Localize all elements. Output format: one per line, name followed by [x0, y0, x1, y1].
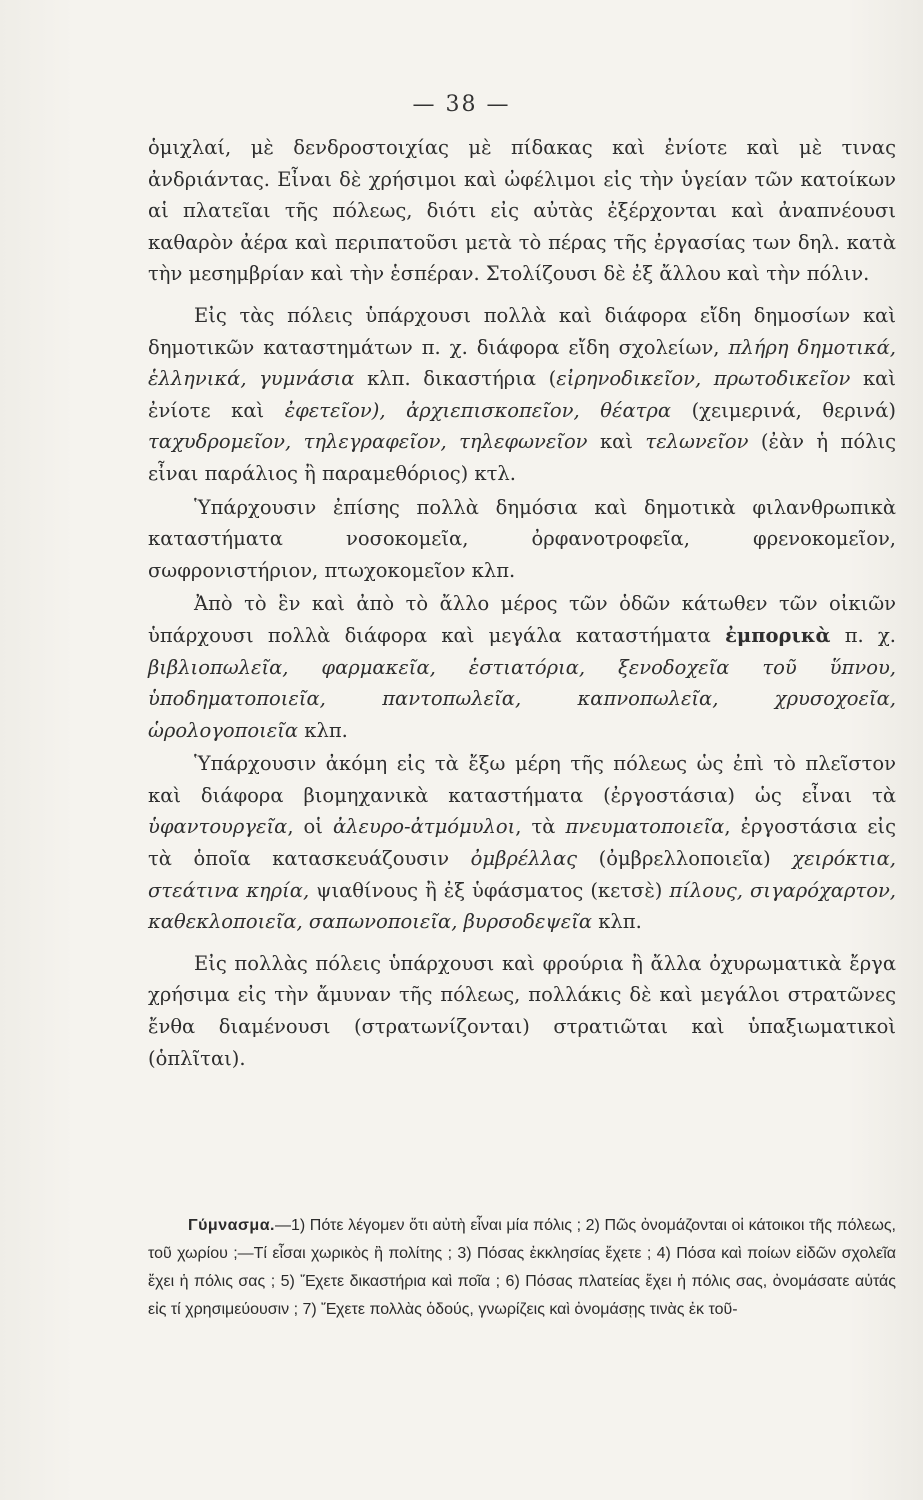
text-run: καὶ — [587, 430, 646, 454]
emphasis-run: ἀλευρο-ἀτμόμυλοι — [332, 815, 516, 839]
text-run: (χειμερινά, θερινά) — [671, 398, 896, 422]
emphasis-run: ἐφετεῖον), ἀρχιεπισκοπεῖον, θέατρα — [284, 398, 672, 422]
text-run: Ὑπάρχουσιν ἀκόμη εἰς τὰ ἔξω μέρη τῆς πόλεως ὡς ἐπὶ τὸ πλεῖστον καὶ διάφορα βιομηχανικὰ καταστήματα (ἐργοστάσια) ὡς εἶναι τὰ — [148, 752, 896, 807]
emphasis-run: ὑφαντουργεῖα — [148, 815, 288, 839]
emphasis-run: χειρόκτια, στεάτινα κηρία, — [148, 847, 896, 902]
emphasis-run: πίλους, σιγαρόχαρτον, καθεκλοποιεῖα, σαπωνοποιεῖα, βυρσοδεψεῖα — [148, 878, 896, 934]
paragraph-squares-continued — [148, 132, 896, 290]
emphasis-run: τελωνεῖον — [645, 430, 749, 454]
text-run: , οἱ — [287, 815, 333, 839]
emphasis-run: ταχυδρομεῖον, τηλεγραφεῖον, τηλεφωνεῖον — [148, 430, 588, 454]
text-run: κλπ. — [298, 718, 348, 742]
page-number: — 38 — — [412, 92, 511, 117]
paragraph-commercial-shops — [148, 588, 896, 746]
text-run: , ἐργοστάσια εἰς τὰ ὁποῖα κατασκευάζουσιν — [148, 815, 896, 871]
text-run: καὶ ἐνίοτε καὶ — [148, 367, 896, 422]
exercises-heading: Γύμνασμα. — [188, 1217, 275, 1234]
text-run: ψιαθίνους ἢ ἐξ ὑφάσματος (κετσὲ) — [309, 878, 670, 902]
main-text — [148, 132, 896, 1074]
emphasis-run: πνευματοποιεῖα — [565, 815, 725, 839]
emphasis-run: πλήρη δημοτικά, ἑλληνικά, γυμνάσια — [148, 335, 896, 391]
exercises-text: —1) Πότε λέγομεν ὅτι αὐτὴ εἶναι μία πόλις ; 2) Πῶς ὀνομάζονται οἱ κάτοικοι τῆς πόλεως, τοῦ χωρίου ;—Τί εἶσαι χωρικὸς ἢ πολίτης ; 3) Πόσας ἐκκλησίας ἔχετε ; 4) Πόσα καὶ ποίων εἰδῶν σχολεῖα ἔχει ἡ πόλις σας ; 5) Ἔχετε δικαστήρια καὶ ποῖα ; 6) Πόσας πλατείας ἔχει ἡ πόλις σας, ὀνομάσατε αὐτάς εἰς τί χρησιμεύουσιν ; 7) Ἔχετε πολλὰς ὁδούς, γνωρίζεις καὶ ὀνομάσῃς τινὰς ἐκ τοῦ- — [148, 1217, 896, 1318]
text-run: (ἐὰν ἡ πόλις εἶναι παράλιος ἢ παραμεθόριος) κτλ. — [148, 430, 897, 485]
text-run: (ὀμβρελλοποιεῖα) — [577, 847, 793, 871]
emphasis-run: ὀμβρέλλας — [470, 847, 578, 871]
text-run: Εἰς πολλὰς πόλεις ὑπάρχουσι καὶ φρούρια ἢ ἄλλα ὀχυρωματικὰ ἔργα χρήσιμα εἰς τὴν ἄμυναν τῆς πόλεως, πολλάκις δὲ καὶ μεγάλοι στρατῶνες ἔνθα διαμένουσι (στρατωνίζονται) στρατιῶται καὶ ὑπαξιωματικοὶ (ὁπλῖται). — [148, 951, 896, 1070]
paragraph-fortifications — [148, 948, 896, 1074]
spaced-emphasis-run: ἐμπορικὰ — [725, 623, 831, 647]
paragraph-charitable-institutions — [148, 492, 896, 587]
paragraph-industrial-factories — [148, 748, 896, 938]
emphasis-run: εἰρηνοδικεῖον, πρωτοδικεῖον — [556, 367, 851, 391]
text-run: ὁμιχλαί, μὲ δενδροστοιχίας μὲ πίδακας καὶ ἐνίοτε καὶ μὲ τινας ἀνδριάντας. Εἶναι δὲ χρήσιμοι καὶ ὠφέλιμοι εἰς τὴν ὑγείαν τῶν κατοίκων αἱ πλατεῖαι τῆς πόλεως, διότι εἰς αὐτὰς ἐξέρχονται καὶ ἀναπνέουσι καθαρὸν ἀέρα καὶ περιπατοῦσι μετὰ τὸ πέρας τῆς ἐργασίας των δηλ. κατὰ τὴν μεσημβρίαν καὶ τὴν ἑσπέραν. Στολίζουσι δὲ ἐξ ἄλλου καὶ τὴν πόλιν. — [148, 136, 896, 286]
text-run: κλπ. δικαστήρια ( — [354, 367, 557, 391]
text-run: Εἰς τὰς πόλεις ὑπάρχουσι πολλὰ καὶ διάφορα εἴδη δημοσίων καὶ δημοτικῶν καταστημάτων π. χ. διάφορα εἴδη σχολείων, — [148, 303, 896, 359]
emphasis-run: βιβλιοπωλεῖα, φαρμακεῖα, ἑστιατόρια, ξενοδοχεῖα τοῦ ὕπνου, ὑποδηματοποιεῖα, παντοπωλεῖα, καπνοπωλεῖα, χρυσοχοεῖα, ὡρολογοποιεῖα — [148, 655, 896, 742]
exercises-block — [148, 1212, 896, 1324]
text-run: Ἀπὸ τὸ ἓν καὶ ἀπὸ τὸ ἄλλο μέρος τῶν ὁδῶν κάτωθεν τῶν οἰκιῶν ὑπάρχουσι πολλὰ διάφορα καὶ μεγάλα καταστήματα — [148, 592, 896, 647]
exercises-paragraph — [148, 1212, 896, 1324]
paragraph-public-buildings — [148, 300, 896, 490]
text-run: , τὰ — [515, 815, 566, 839]
text-run: κλπ. — [592, 910, 642, 934]
text-run: π. χ. — [830, 623, 896, 647]
text-run: Ὑπάρχουσιν ἐπίσης πολλὰ δημόσια καὶ δημοτικὰ φιλανθρωπικὰ καταστήματα νοσοκομεῖα, ὀρφανοτροφεῖα, φρενοκομεῖον, σωφρονιστήριον, πτωχοκομεῖον κλπ. — [148, 495, 896, 582]
